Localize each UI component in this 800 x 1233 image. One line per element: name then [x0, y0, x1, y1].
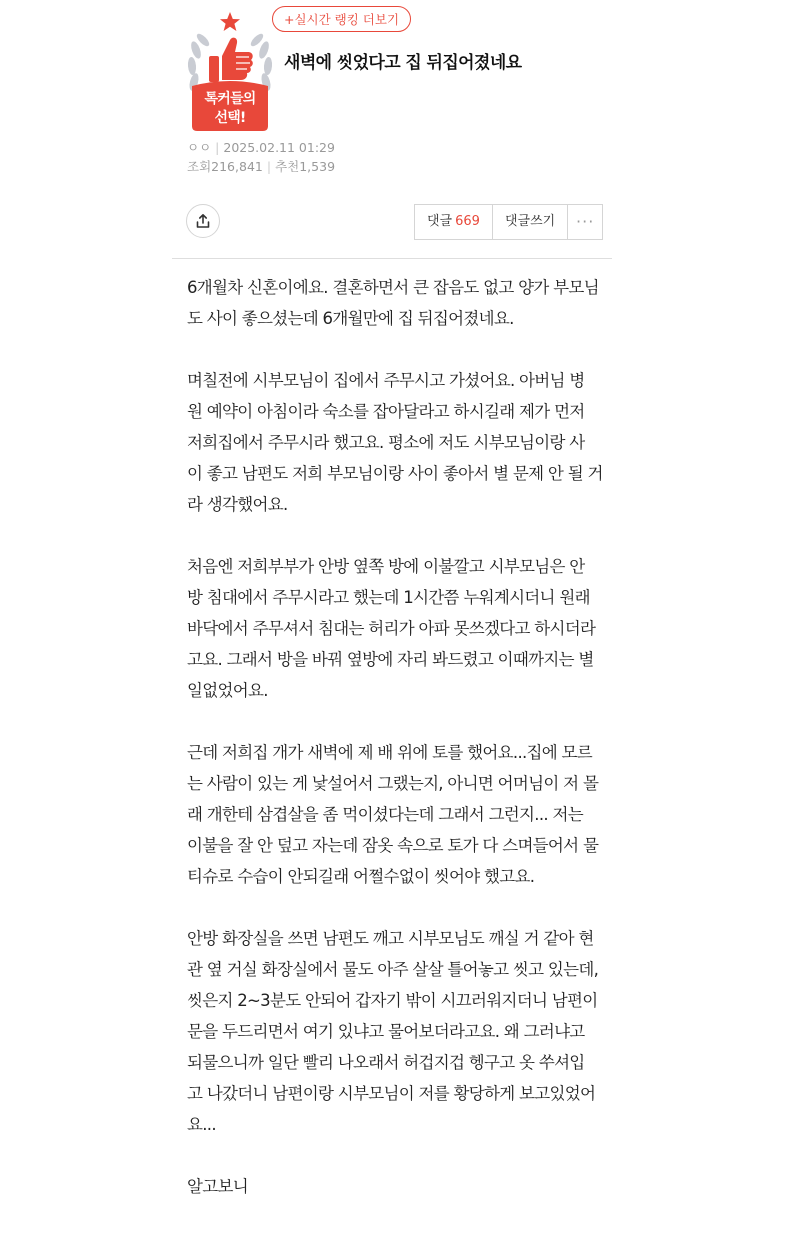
body-line: 래 개한테 삼겹살을 좀 먹이셨다는데 그래서 그런지... 저는 — [187, 805, 583, 824]
body-line: 티슈로 수습이 안되길래 어쩔수없이 씻어야 했고요. — [187, 867, 535, 886]
badge-line-2: 선택! — [214, 110, 246, 126]
more-options-button[interactable]: ··· — [567, 205, 602, 239]
body-line: 라 생각했어요. — [187, 495, 288, 514]
body-line: 근데 저희집 개가 새벽에 제 배 위에 토를 했어요...집에 모르 — [187, 743, 593, 762]
body-paragraph — [187, 551, 627, 706]
write-comment-button[interactable]: 댓글쓰기 — [492, 205, 567, 239]
body-line: 고 나갔더니 남편이랑 시부모님이 저를 황당하게 보고있었어 — [187, 1084, 596, 1103]
body-line: 일없었어요. — [187, 681, 268, 700]
body-line: 며칠전에 시부모님이 집에서 주무시고 가셨어요. 아버님 병 — [187, 371, 585, 390]
body-line: 요... — [187, 1115, 216, 1134]
body-line: 관 옆 거실 화장실에서 물도 아주 살살 틀어놓고 씻고 있는데, — [187, 960, 599, 979]
post-meta-stats: 조회216,841 | 추천1,539 — [187, 159, 336, 174]
body-line: 도 사이 좋으셨는데 6개월만에 집 뒤집어졌네요. — [187, 309, 514, 328]
body-line: 바닥에서 주무셔서 침대는 허리가 아파 못쓰겠다고 하시더라 — [187, 619, 596, 638]
body-line: 되물으니까 일단 빨리 나오래서 허겁지겁 헹구고 옷 쑤셔입 — [187, 1053, 585, 1072]
body-paragraph — [187, 737, 627, 892]
author-name[interactable]: ㅇㅇ — [187, 140, 212, 155]
views-count: 216,841 — [211, 159, 263, 174]
comments-count: 669 — [455, 214, 480, 229]
body-line: 저희집에서 주무시라 했고요. 평소에 저도 시부모님이랑 사 — [187, 433, 585, 452]
post-meta-author-date: ㅇㅇ | 2025.02.11 01:29 — [187, 140, 335, 155]
recommend-count: 1,539 — [299, 159, 336, 174]
comments-button[interactable] — [415, 205, 492, 239]
body-paragraph — [187, 923, 627, 1140]
body-line: 문을 두드리면서 여기 있냐고 물어보더라고요. 왜 그러냐고 — [187, 1022, 585, 1041]
post-body — [187, 272, 627, 1233]
body-line: 원 예약이 아침이라 숙소를 잡아달라고 하시길래 제가 먼저 — [187, 402, 585, 421]
body-line: 방 침대에서 주무시라고 했는데 1시간쯤 누워계시더니 원래 — [187, 588, 590, 607]
post-actions — [414, 204, 603, 240]
body-line: 안방 화장실을 쓰면 남편도 깨고 시부모님도 깨실 거 같아 현 — [187, 929, 594, 948]
body-line: 처음엔 저희부부가 안방 옆쪽 방에 이불깔고 시부모님은 안 — [187, 557, 585, 576]
body-line: 씻은지 2~3분도 안되어 갑자기 밖이 시끄러워지더니 남편이 — [187, 991, 598, 1010]
body-paragraph — [187, 272, 627, 334]
post-title: 새벽에 씻었다고 집 뒤집어졌네요 — [284, 53, 522, 73]
thumbs-up-icon — [209, 38, 253, 82]
body-line: 는 사람이 있는 게 낯설어서 그랬는지, 아니면 어머님이 저 몰 — [187, 774, 599, 793]
body-line: 이 좋고 남편도 저희 부모님이랑 사이 좋아서 별 문제 안 될 거 — [187, 464, 603, 483]
talkers-choice-badge — [186, 10, 274, 132]
body-paragraph — [187, 1171, 627, 1202]
body-line: 알고보니 — [187, 1177, 248, 1196]
body-line: 고요. 그래서 방을 바꿔 옆방에 자리 봐드렸고 이때까지는 별 — [187, 650, 594, 669]
body-line: 6개월차 신혼이에요. 결혼하면서 큰 잡음도 없고 양가 부모님 — [187, 278, 599, 297]
views-label: 조회 — [187, 159, 212, 174]
content-divider — [172, 258, 612, 259]
body-paragraph — [187, 365, 627, 520]
realtime-ranking-button[interactable]: +실시간 랭킹 더보기 — [272, 6, 411, 32]
body-line: 이불을 잘 안 덮고 자는데 잠옷 속으로 토가 다 스며들어서 물 — [187, 836, 599, 855]
post-date: 2025.02.11 01:29 — [223, 140, 335, 155]
comments-label: 댓글 — [427, 214, 453, 229]
star-icon — [220, 12, 240, 31]
recommend-label: 추천 — [275, 159, 300, 174]
badge-line-1: 톡커들의 — [204, 91, 256, 107]
share-icon — [195, 213, 211, 229]
share-button[interactable] — [186, 204, 220, 238]
